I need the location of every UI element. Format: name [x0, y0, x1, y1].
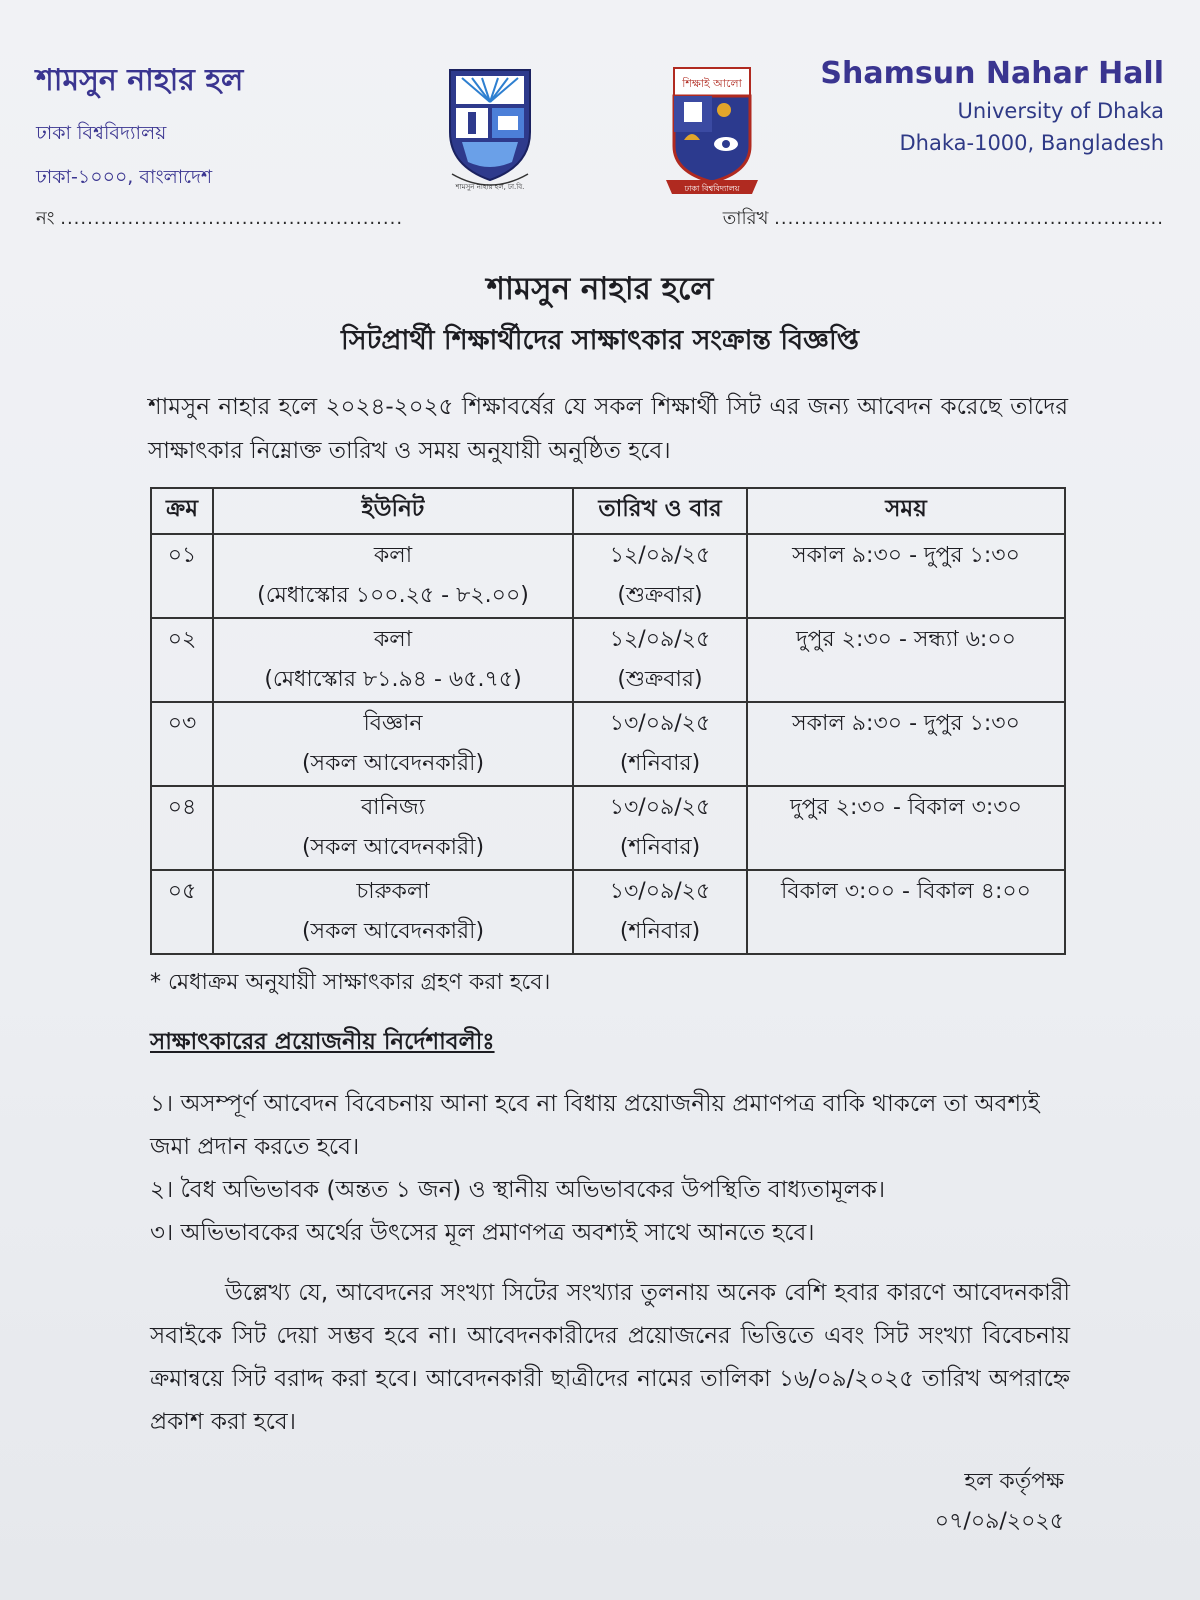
- time-cell: দুপুর ২:৩০ - সন্ধ্যা ৬:০০: [747, 618, 1065, 702]
- instructions-heading: সাক্ষাৎকারের প্রয়োজনীয় নির্দেশাবলীঃ: [150, 1029, 495, 1055]
- header-serial: ক্রম: [151, 488, 213, 534]
- unit-cell: [213, 870, 573, 954]
- date-cell: [573, 870, 747, 954]
- unit-name: বানিজ্য: [360, 795, 426, 820]
- reference-number: নং ...................................................: [36, 208, 404, 229]
- day-value: (শনিবার): [619, 835, 701, 860]
- serial-cell: ০৩: [151, 702, 213, 786]
- notice-subtitle: সিটপ্রার্থী শিক্ষার্থীদের সাক্ষাৎকার সংক্রান্ত বিজ্ঞপ্তি: [341, 325, 859, 356]
- date-value: ১৩/০৯/২৫: [609, 711, 711, 736]
- table-header-row: [151, 488, 1065, 534]
- issue-date: ০৭/০৯/২০২৫: [934, 1509, 1064, 1534]
- unit-cell: [213, 702, 573, 786]
- unit-note: (সকল আবেদনকারী): [301, 835, 485, 860]
- table-row: [151, 870, 1065, 954]
- instruction-item: ২। বৈধ অভিভাবক (অন্তত ১ জন) ও স্থানীয় অভিভাবকের উপস্থিতি বাধ্যতামূলক।: [150, 1177, 886, 1203]
- svg-text:শিক্ষাই আলো: শিক্ষাই আলো: [682, 77, 742, 90]
- table-row: [151, 786, 1065, 870]
- table-row: [151, 702, 1065, 786]
- unit-note: (মেধাস্কোর ৮১.৯৪ - ৬৫.৭৫): [264, 667, 522, 692]
- time-cell: সকাল ৯:৩০ - দুপুর ১:৩০: [747, 534, 1065, 618]
- instruction-item: ৩। অভিভাবকের অর্থের উৎসের মূল প্রমাণপত্র অবশ্যই সাথে আনতে হবে।: [150, 1220, 815, 1246]
- notice-title: শামসুন নাহার হলে: [486, 271, 714, 307]
- day-value: (শুক্রবার): [617, 583, 703, 608]
- unit-name: চারুকলা: [356, 879, 430, 904]
- date-cell: [573, 786, 747, 870]
- serial-cell: ০২: [151, 618, 213, 702]
- university-english: University of Dhaka: [957, 99, 1164, 123]
- header-unit: ইউনিট: [213, 488, 573, 534]
- table-row: [151, 618, 1065, 702]
- reference-date: তারিখ ..........................................................: [722, 208, 1164, 229]
- merit-note: * মেধাক্রম অনুযায়ী সাক্ষাৎকার গ্রহণ করা হবে।: [150, 970, 551, 995]
- svg-text:ঢাকা বিশ্ববিদ্যালয়: ঢাকা বিশ্ববিদ্যালয়: [684, 184, 740, 193]
- instruction-item: ১। অসম্পূর্ণ আবেদন বিবেচনায় আনা হবে না বিধায় প্রয়োজনীয় প্রমাণপত্র বাকি থাকলে তা অবশ্যই জমা প্রদান করতে হবে।: [150, 1091, 1040, 1160]
- issuing-authority: হল কর্তৃপক্ষ: [964, 1469, 1064, 1494]
- unit-cell: [213, 534, 573, 618]
- unit-name: কলা: [373, 543, 413, 568]
- university-bengali: ঢাকা বিশ্ববিদ্যালয়: [36, 122, 167, 144]
- table-row: [151, 534, 1065, 618]
- header-bengali: [36, 56, 243, 195]
- serial-cell: ০১: [151, 534, 213, 618]
- day-value: (শনিবার): [619, 751, 701, 776]
- day-value: (শুক্রবার): [617, 667, 703, 692]
- date-cell: [573, 534, 747, 618]
- signature-block: [935, 1462, 1064, 1542]
- closing-paragraph: উল্লেখ্য যে, আবেদনের সংখ্যা সিটের সংখ্যার তুলনায় অনেক বেশি হবার কারণে আবেদনকারী সবাইকে সিট দেয়া সম্ভব হবে না। আবেদনকারীদের প্রয়োজনের ভিত্তিতে এবং সিট সংখ্যা বিবেচনায় ক্রমান্বয়ে সিট বরাদ্দ করা হবে। আবেদনকারী ছাত্রীদের নামের তালিকা ১৬/০৯/২০২৫ তারিখ অপরাহ্নে প্রকাশ করা হবে।: [150, 1280, 1070, 1435]
- header-date-day: তারিখ ও বার: [573, 488, 747, 534]
- day-value: (শনিবার): [619, 919, 701, 944]
- address-bengali: ঢাকা-১০০০, বাংলাদেশ: [36, 166, 213, 188]
- intro-paragraph: শামসুন নাহার হলে ২০২৪-২০২৫ শিক্ষাবর্ষের যে সকল শিক্ষার্থী সিট এর জন্য আবেদন করেছে তাদের সাক্ষাৎকার নিম্নোক্ত তারিখ ও সময় অনুযায়ী অনুষ্ঠিত হবে।: [148, 394, 1068, 464]
- unit-note: (মেধাস্কোর ১০০.২৫ - ৮২.০০): [257, 583, 529, 608]
- unit-note: (সকল আবেদনকারী): [301, 751, 485, 776]
- instructions-list: [150, 1083, 1070, 1255]
- unit-cell: [213, 618, 573, 702]
- date-cell: [573, 702, 747, 786]
- unit-name: কলা: [373, 627, 413, 652]
- date-value: ১২/০৯/২৫: [609, 627, 711, 652]
- address-english: Dhaka-1000, Bangladesh: [899, 131, 1164, 155]
- unit-cell: [213, 786, 573, 870]
- serial-cell: ০৪: [151, 786, 213, 870]
- hall-name-english: Shamsun Nahar Hall: [820, 56, 1164, 91]
- date-value: ১৩/০৯/২৫: [609, 879, 711, 904]
- hall-logo: [442, 62, 538, 192]
- date-value: ১৩/০৯/২৫: [609, 795, 711, 820]
- date-value: ১২/০৯/২৫: [609, 543, 711, 568]
- unit-name: বিজ্ঞান: [363, 711, 423, 736]
- serial-cell: ০৫: [151, 870, 213, 954]
- time-cell: বিকাল ৩:০০ - বিকাল ৪:০০: [747, 870, 1065, 954]
- time-cell: দুপুর ২:৩০ - বিকাল ৩:৩০: [747, 786, 1065, 870]
- svg-text:শামসুন নাহার হল, ঢা.বি.: শামসুন নাহার হল, ঢা.বি.: [455, 183, 525, 191]
- unit-note: (সকল আবেদনকারী): [301, 919, 485, 944]
- university-logo: [660, 62, 764, 198]
- time-cell: সকাল ৯:৩০ - দুপুর ১:৩০: [747, 702, 1065, 786]
- interview-schedule-table: [150, 487, 1066, 955]
- hall-name-bengali: শামসুন নাহার হল: [36, 63, 244, 98]
- header-time: সময়: [747, 488, 1065, 534]
- date-cell: [573, 618, 747, 702]
- header-english: [820, 56, 1164, 155]
- date-label: তারিখ: [722, 208, 769, 229]
- reference-label: নং: [36, 208, 55, 229]
